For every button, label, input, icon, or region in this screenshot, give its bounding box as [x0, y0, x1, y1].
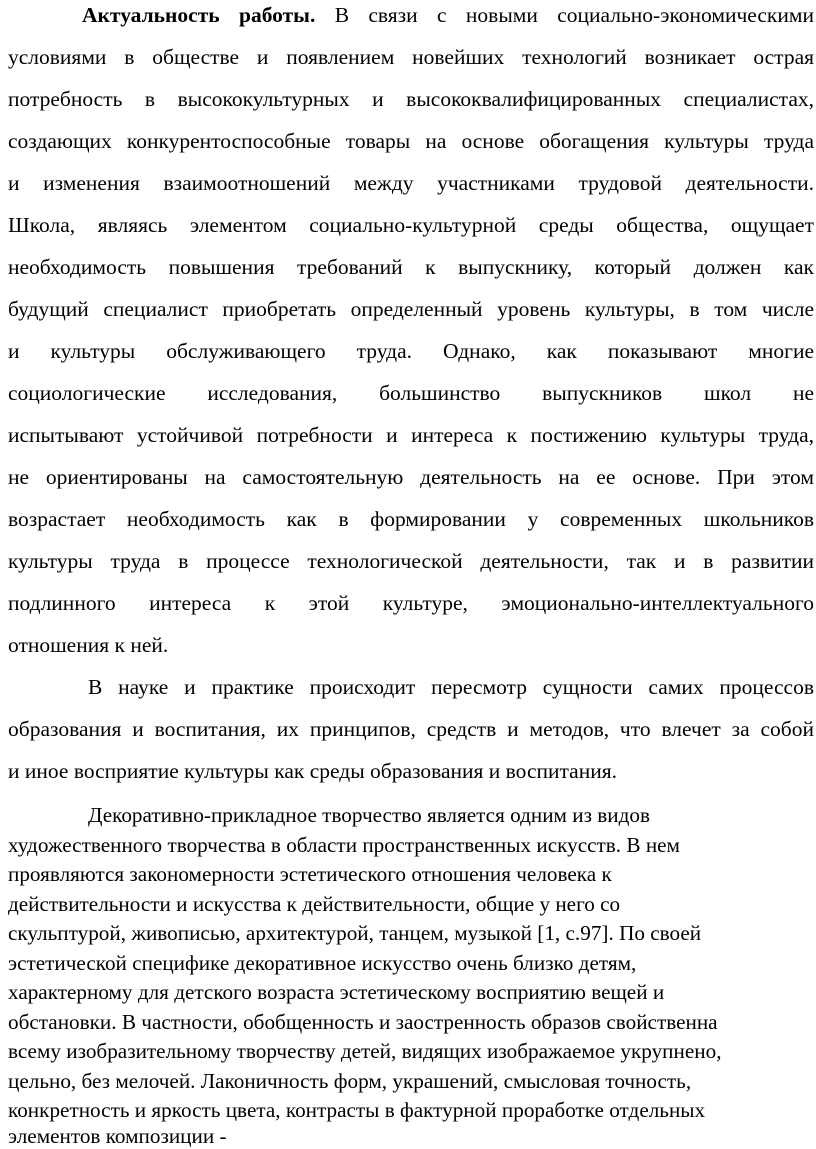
paragraph-line: действительности и искусства к действительности, общие у него со — [8, 892, 621, 916]
paragraph-line: потребность в высококультурных и высококвалифицированных специалистах, — [8, 87, 814, 111]
paragraph-line: конкретность и яркость цвета, контрасты в фактурной проработке отдельных — [8, 1098, 706, 1122]
paragraph-line: будущий специалист приобретать определенный уровень культуры, в том числе — [8, 297, 814, 321]
paragraph-line: всему изобразительному творчеству детей, видящих изображаемое укрупнено, — [8, 1039, 722, 1063]
paragraph-line: подлинного интереса к этой культуре, эмоционально-интеллектуального — [8, 591, 814, 615]
paragraph-line: проявляются закономерности эстетического отношения человека к — [8, 862, 612, 886]
paragraph-line: социологические исследования, большинство выпускников школ не — [8, 381, 814, 405]
paragraph-line: образования и воспитания, их принципов, средств и методов, что влечет за собой — [8, 717, 814, 741]
paragraph-line: художественного творчества в области пространственных искусств. В нем — [8, 833, 680, 857]
paragraph-line: культуры труда в процессе технологической деятельности, так и в развитии — [8, 549, 814, 573]
paragraph-line: В науке и практике происходит пересмотр сущности самих процессов — [88, 675, 814, 699]
section-heading: Актуальность работы. — [82, 3, 316, 27]
paragraph-line: характерному для детского возраста эстетическому восприятию вещей и — [8, 980, 665, 1004]
paragraph-line: и иное восприятие культуры как среды образования и воспитания. — [8, 759, 618, 783]
paragraph-line: и изменения взаимоотношений между участниками трудовой деятельности. — [8, 171, 814, 195]
paragraph-line: цельно, без мелочей. Лаконичность форм, украшений, смысловая точность, — [8, 1069, 692, 1093]
paragraph-line: обстановки. В частности, обобщенность и заостренность образов свойственна — [8, 1010, 718, 1034]
paragraph-line: не ориентированы на самостоятельную деятельность на ее основе. При этом — [8, 465, 814, 489]
paragraph-line: эстетической специфике декоративное искусство очень близко детям, — [8, 951, 637, 975]
paragraph-line: условиями в обществе и появлением новейших технологий возникает острая — [8, 45, 814, 69]
paragraph-line: Актуальность работы. В связи с новыми социально-экономическими — [82, 3, 814, 27]
paragraph-line: возрастает необходимость как в формировании у современных школьников — [8, 507, 814, 531]
paragraph-line: элементов композиции - — [8, 1124, 227, 1148]
paragraph-line: скульптурой, живописью, архитектурой, танцем, музыкой [1, с.97]. По своей — [8, 921, 702, 945]
paragraph-line: создающих конкурентоспособные товары на основе обогащения культуры труда — [8, 129, 814, 153]
paragraph-line: Декоративно-прикладное творчество является одним из видов — [88, 803, 650, 827]
paragraph-line: Школа, являясь элементом социально-культурной среды общества, ощущает — [8, 213, 814, 237]
paragraph-line: испытывают устойчивой потребности и интереса к постижению культуры труда, — [8, 423, 814, 447]
paragraph-line: отношения к ней. — [8, 633, 169, 657]
paragraph-line: необходимость повышения требований к выпускнику, который должен как — [8, 255, 814, 279]
paragraph-line: и культуры обслуживающего труда. Однако, как показывают многие — [8, 339, 814, 363]
